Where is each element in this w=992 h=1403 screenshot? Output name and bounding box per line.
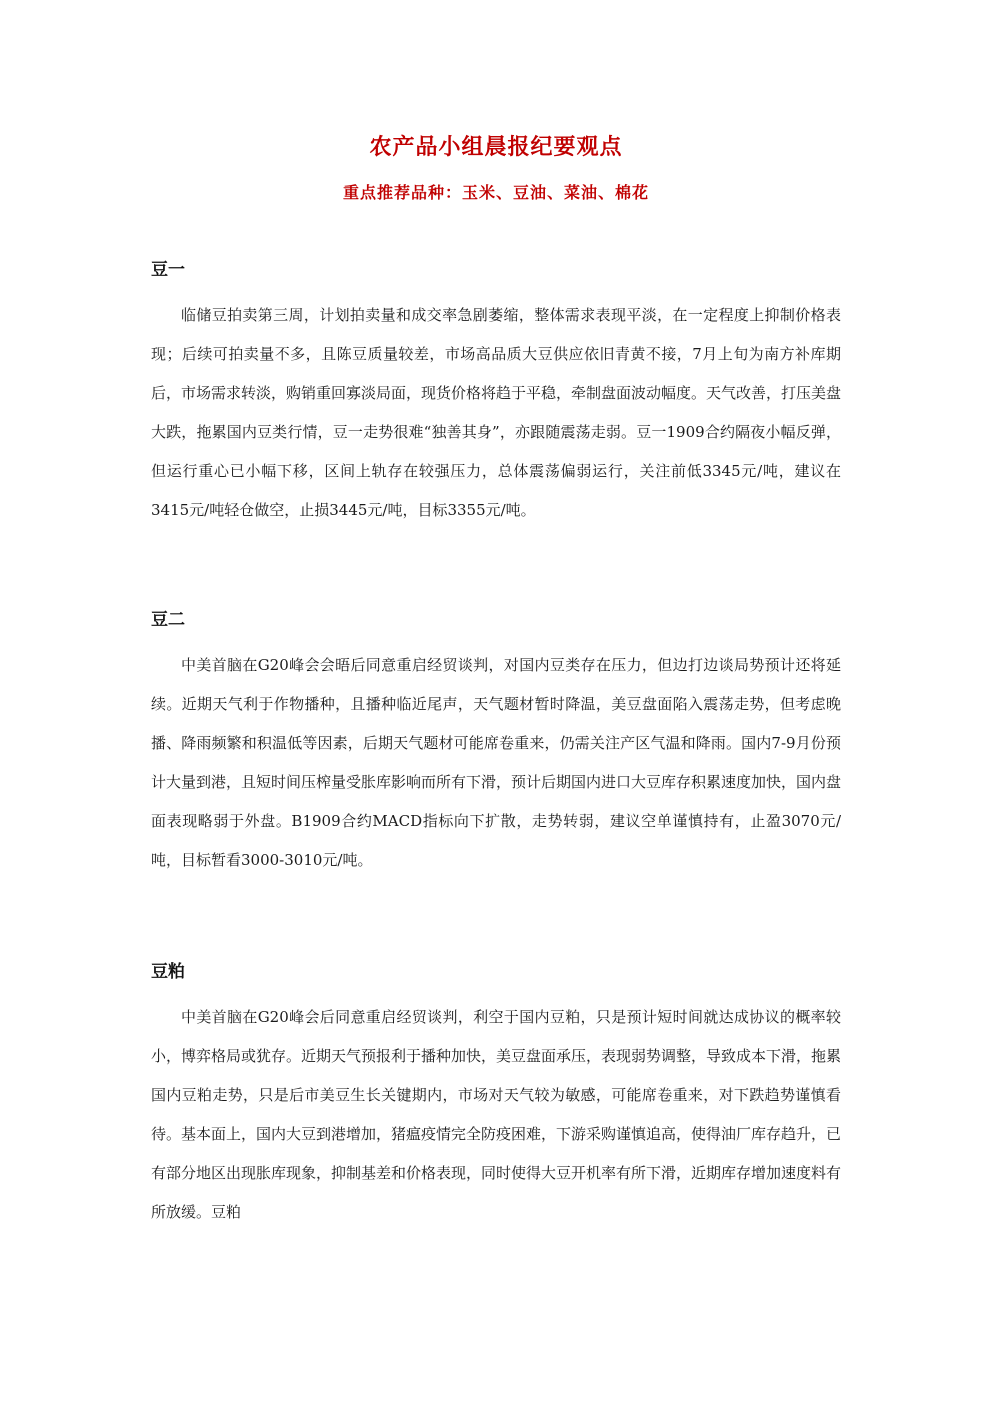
report-title: 农产品小组晨报纪要观点 [369,134,623,160]
section-heading: 豆一 [151,260,185,280]
section-heading: 豆粕 [151,962,185,982]
section-soybean-1 [151,258,841,530]
section-body: 临储豆拍卖第三周，计划拍卖量和成交率急剧萎缩，整体需求表现平淡，在一定程度上抑制价格表现；后续可拍卖量不多，且陈豆质量较差，市场高品质大豆供应依旧青黄不接，7月上旬为南方补库期后，市场需求转淡，购销重回寡淡局面，现货价格将趋于平稳，牵制盘面波动幅度。天气改善，打压美盘大跌，拖累国内豆类行情，豆一走势很难“独善其身”，亦跟随震荡走弱。豆一1909合约隔夜小幅反弹，但运行重心已小幅下移，区间上轨存在较强压力，总体震荡偏弱运行，关注前低3345元/吨，建议在3415元/吨轻仓做空，止损3445元/吨，目标3355元/吨。 [151,306,842,519]
report-subtitle: 重点推荐品种：玉米、豆油、菜油、棉花 [342,183,649,202]
section-soybean-2 [151,608,841,880]
section-heading: 豆二 [151,610,185,630]
section-body: 中美首脑在G20峰会会晤后同意重启经贸谈判，对国内豆类存在压力，但边打边谈局势预计还将延续。近期天气利于作物播种，且播种临近尾声，天气题材暂时降温，美豆盘面陷入震荡走势，但考虑晚播、降雨频繁和积温低等因素，后期天气题材可能席卷重来，仍需关注产区气温和降雨。国内7-9月份预计大量到港，且短时间压榨量受胀库影响而所有下滑，预计后期国内进口大豆库存积累速度加快，国内盘面表现略弱于外盘。B1909合约MACD指标向下扩散，走势转弱，建议空单谨慎持有，止盈3070元/吨，目标暂看3000-3010元/吨。 [151,656,842,869]
section-soybean-meal [151,960,841,1232]
section-body: 中美首脑在G20峰会后同意重启经贸谈判，利空于国内豆粕，只是预计短时间就达成协议的概率较小，博弈格局或犹存。近期天气预报利于播种加快，美豆盘面承压，表现弱势调整，导致成本下滑，拖累国内豆粕走势，只是后市美豆生长关键期内，市场对天气较为敏感，可能席卷重来，对下跌趋势谨慎看待。基本面上，国内大豆到港增加，猪瘟疫情完全防疫困难，下游采购谨慎追高，使得油厂库存趋升，已有部分地区出现胀库现象，抑制基差和价格表现，同时使得大豆开机率有所下滑，近期库存增加速度料有所放缓。豆粕 [151,1008,842,1221]
